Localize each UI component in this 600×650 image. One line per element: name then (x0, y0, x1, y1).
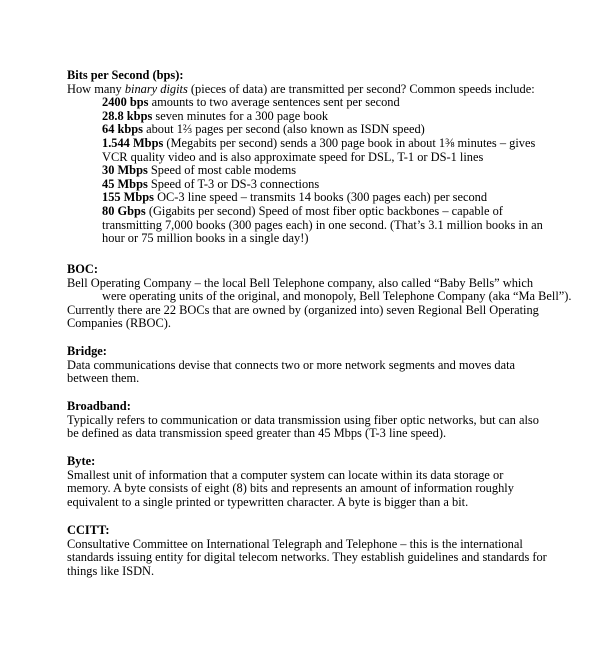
list-item-continuation: hour or 75 million books in a single day!) (102, 231, 309, 246)
section-ccitt (67, 523, 547, 578)
definition-line: Currently there are 22 BOCs that are owned by (organized into) seven Regional Bell Operating (67, 302, 539, 317)
list-item-continuation: VCR quality video and is also approximate speed for DSL, T-1 or DS-1 lines (102, 149, 484, 164)
term-heading: Bits per Second (bps): (67, 68, 184, 82)
section-broadband (67, 400, 537, 441)
list-item: 155 Mbps OC-3 line speed – transmits 14 books (300 pages each) per second (102, 190, 488, 205)
definition-line: Consultative Committee on International Telegraph and Telephone – this is the international (67, 536, 523, 551)
term-heading: Byte: (67, 454, 96, 468)
list-item: 64 kbps about 1⅔ pages per second (also known as ISDN speed) (102, 122, 425, 137)
definition-line: Companies (RBOC). (67, 316, 171, 331)
definition-line: memory. A byte consists of eight (8) bits and represents an amount of information roughly (67, 481, 514, 496)
section-boc (67, 262, 572, 331)
definition-line: were operating units of the original, and monopoly, Bell Telephone Company (aka “Ma Bell”). (102, 289, 572, 304)
list-item-continuation: transmitting 7,000 books (300 pages each) in one second. (That’s 3.1 million books in an (102, 217, 543, 232)
intro-emphasis: binary digits (124, 81, 188, 96)
definition-line: Bell Operating Company – the local Bell Telephone company, also called “Baby Bells” which (67, 275, 534, 290)
section-bridge (67, 345, 537, 386)
term-heading: BOC: (67, 262, 98, 276)
intro-text: How many (67, 81, 125, 96)
section-bits-per-second (67, 68, 543, 246)
definition-line: Data communications devise that connects two or more network segments and moves data (67, 357, 516, 372)
definition-line: things like ISDN. (67, 563, 155, 578)
definition-line: Smallest unit of information that a computer system can locate within its data storage or (67, 467, 504, 482)
list-item: 1.544 Mbps (Megabits per second) sends a 300 page book in about 1⅜ minutes – gives (102, 135, 536, 150)
section-byte (67, 455, 537, 509)
list-item: 45 Mbps Speed of T-3 or DS-3 connections (102, 176, 320, 191)
speed-list (102, 95, 543, 246)
definition-line: Typically refers to communication or data transmission using fiber optic networks, but can also (67, 412, 539, 427)
definition-line: between them. (67, 371, 140, 386)
definition-line: standards issuing entity for digital telecom networks. They establish guidelines and standards for (67, 550, 547, 565)
definition (67, 275, 572, 331)
intro-line (67, 83, 537, 97)
list-item: 2400 bps amounts to two average sentences sent per second (102, 95, 400, 110)
intro-text-rest: (pieces of data) are transmitted per second? Common speeds include: (187, 81, 535, 96)
list-item: 28.8 kbps seven minutes for a 300 page book (102, 108, 329, 123)
list-item: 80 Gbps (Gigabits per second) Speed of most fiber optic backbones – capable of (102, 203, 503, 218)
term-heading: Broadband: (67, 399, 131, 413)
term-heading: CCITT: (67, 523, 110, 537)
definition-line: equivalent to a single printed or typewritten character. A byte is bigger than a bit. (67, 494, 469, 509)
definition-line: be defined as data transmission speed greater than 45 Mbps (T-3 line speed). (67, 426, 447, 441)
list-item: 30 Mbps Speed of most cable modems (102, 163, 297, 178)
term-heading: Bridge: (67, 344, 107, 358)
